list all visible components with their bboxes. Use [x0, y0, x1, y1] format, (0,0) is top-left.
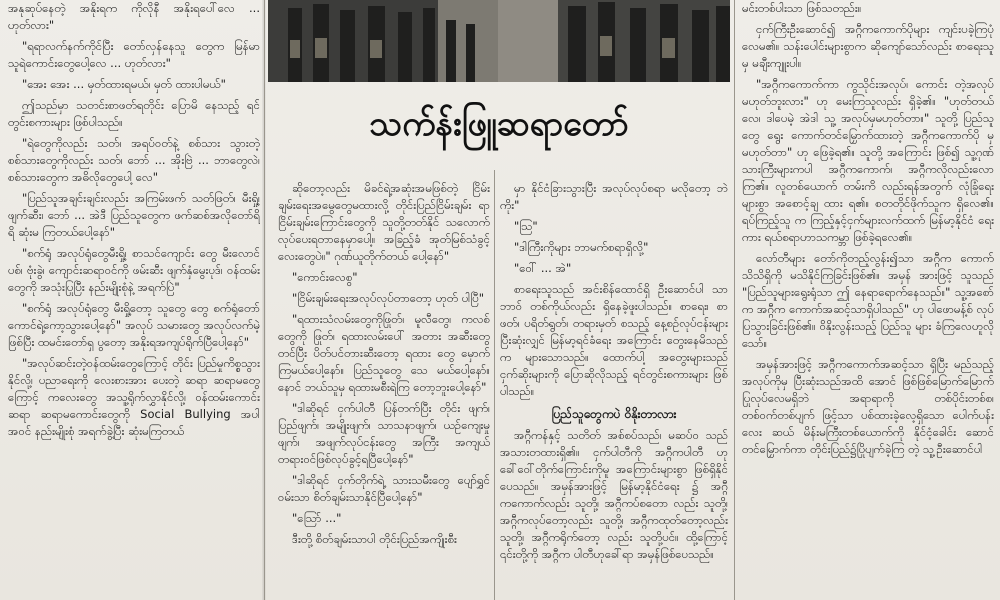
- column-rule: [494, 170, 495, 600]
- paragraph: "ပြည်သူအချင်းချင်းလည်း အကြမ်းဖက် သတ်ဖြတ်၊ မီးရှို့၊ ဖျက်ဆီး၊ ဘော် ... အဲဒီ ပြည်သူတွေက ဖက်ဆစ်အလိုတော်ရိရိ ဆုံးမ ကြတယ်ပေါ့နော်": [8, 191, 260, 239]
- paragraph: ငှက်ကြီးဦးဆောင်၍ အဂ္ဂီကကောက်ပိုများ ကျင်းပခဲ့ကြပုံလေမ၏။ သန်းပေါင်းများစွာက ဆိုကျော်သော်လည်း စာရေးသူမှ မချီးကျူးပါ။: [742, 22, 994, 70]
- article-column-1: [8, 0, 260, 600]
- paragraph: "ဩ": [514, 219, 538, 233]
- paragraph: "အေး အေး ... မှတ်ထားရမယ်၊ မှတ် ထားပါမယ်": [22, 77, 226, 91]
- paragraph: "ဒါဆိုရင် ငှက်တိုက်ရဲ့ သားသမီးတွေ ပျော်ရွှင်ဝမ်းသာ စိတ်ချမ်းသာနိုင်ပြီပေါ့နော်": [278, 473, 490, 504]
- article-column-3: [500, 180, 728, 567]
- article-headline: သက်န်းဖြူဆရာတော်: [369, 103, 629, 144]
- paragraph: "ကောင်းလေစွ": [292, 270, 358, 284]
- paragraph: ဤသည်မှာ သတင်းစာဖတ်ရတိုင်း ပြောမိ နေသည့် ရင်တွင်းစကားများ ဖြစ်ပါသည်။: [8, 98, 260, 129]
- paragraph: "ရရာလက်နက်ကိုင်ပြီး တော်လှန်နေသူ တွေက မြန်မာသူရဲကောင်းတွေပေါ့လေ ... ဟုတ်လား": [8, 39, 260, 70]
- paragraph: "ရထားသံလမ်းတွေကိုဖြုတ်၊ မူလီတွေ၊ ကလစ်တွေကို ဖြုတ်၊ ရထားလမ်းပေါ် အတား အဆီးတွေတင်ပြီး ပိတ်ပင်တားဆီးတော့ ရထား တွေ မှောက်ကြမယ်ပေါ့နော်။ ပြည်သူတွေ သေ မယ်ပေါ့နော်။ နောင် ဘယ်သူမှ ရထားမစီးရဲကြ တော့ဘူးပေါ့နော်": [278, 312, 490, 394]
- paragraph: "ငြိမ်းချမ်းရေးအလုပ်လုပ်တာတော့ ဟုတ် ပါပြီ": [292, 291, 485, 305]
- column-rule: [264, 0, 265, 600]
- paragraph: "ဒါကြီးကိုများ ဘာမက်စရာရှိလို့": [514, 240, 649, 254]
- column-rule: [734, 0, 735, 600]
- paragraph: အမှန်အားဖြင့် အဂ္ဂီကကောက်အဆင့်သာ ရှိပြီး မည်သည့်အလုပ်ကိုမှ ပြီးဆုံးသည်အထိ အောင် ဖြစ်ဖြစ်မြောက်မြောက် ပြုလုပ်လေမရှိဘဲ အရာရာကို တစ်ပိုင်းတစ်စ၊ တစ်ဝက်တစ်ပျက် ဖြင့်သာ ပစ်ထားခဲ့လေ့ရှိသော ပေါက်ပန်း လေး ဆယ် မိန်းမကြီးတစ်ယောက်ကို နိုင်ငံ့ခေါင်း ဆောင်တင်မြှောက်ကာ တိုင်းပြည်၌ပြိုပျက်ခဲ့ကြ တဲ့ သူ့ဦးဆောင်ပါ: [742, 357, 994, 456]
- soldiers-photo: [268, 0, 730, 82]
- article-column-4: [742, 0, 994, 600]
- paragraph: "ဒါဆိုရင် ငှက်ပါတီ ပြန်တက်ပြီး တိုင်း ဖျက်၊ ပြည်ဖျက်၊ အမျိုးဖျက်၊ သာသနာဖျက်၊ ယဉ်ကျေးမှုဖျက်၊ အဖျက်လုပ်ငန်းတွေ အကြီး အကျယ် တရားဝင်ဖြစ်လုပ်ခွင့်ရပြီပေါ့နော်": [278, 401, 490, 466]
- photo-image: [268, 0, 730, 82]
- paragraph: လော်တီများ တော်ကိုတည့်လွန်း၍သာ အဂ္ဂီက ကောက်သိသိရှိကို မသိနိုင်ကြခြင်းဖြစ်၏။ အမှန် အားဖြင့် သူသည် "ပြည်သူများရွေးရုံသာ ဤ နေရာရောက်နေသည်။" သူ့အစော်က အဂ္ဂီက ကောက်အဆင့်သာရှိပါသည်" ဟု ပါဖောမန့်စ် လုပ်ပြသွားခြင်းဖြစ်၏။ ဝိနိုးလွန်းသည့် ပြည်သူ များ ခံကြလေဟူလိုသော်။: [742, 251, 994, 350]
- paragraph: "အလုပ်ဆင်းတဲ့ဝန်ထမ်းတွေကြောင့် တိုင်း ပြည်မှုကိစ္စသွားနိုင်လို့၊ ပညာရေးကို လေးစားအား ပေးတဲ့ ဆရာ ဆရာမတွေကြောင့် ကလေးတွေ အသူ့ရိုက်လွှာနိုင်လို့၊ ဝန်ထမ်းကောင်း ဆရာ ဆရာမကောင်းတွေကို Social Bullying အပါ အဝင် နည်းမျိုးစုံ အရက်ခွဲ့ပြီး ဆုံးမကြတယ်: [8, 356, 260, 438]
- paragraph: မှာ နိုင်ငံခြားသွားပြီး အလုပ်လုပ်စရာ မလိုတော့ ဘဲကိုး": [500, 181, 728, 212]
- paragraph: ဒီးတို့ စိတ်ချမ်းသာပါ တိုင်းပြည်အကျိုးစီး: [292, 532, 457, 546]
- paragraph: "စက်ရုံ အလုပ်ရုံတွေ မီးရှို့တော့ သူတွေ တွေ စက်ရုံတော်ကောင်ရဲ့ကော့သွားပေါ့နော်" အလုပ် သမားတွေ အလုပ်လက်မဲ့ဖြစ်ပြီး ထမင်းတော်ရှ ပွတော့ အနိုးရအကျပ်ရိုက်ပြီပေါ့နော်": [8, 301, 260, 349]
- paragraph: "အဂ္ဂီကကောက်ကာ ကွသိုင်းအလုပ်၊ ကောင်း တဲ့အလုပ် မဟုတ်ဘူးလား" ဟု မေးကြသူလည်း ရှိခဲ့၏။ "ဟုတ်တယ်လေ၊ ဒါပေမဲ့ အဲဒါ သူ့ အလုပ်မှမဟုတ်တာ။" သူတို့ ပြည်သူတွေ ရွေး ကောက်တင်မြှောက်ထားတဲ့ အဂ္ဂီကကောက်ပို မှ မဟုတ်တာ" ဟု ဖြေခဲ့ရ၏။ သူတို့ အကြောင်း ဖြစ်၍ သူ့ဂုဏ်သားကြီးများကပါ အဂ္ဂီကကောက်၊ အဂ္ဂီကလိုလည်းလောကြ၏။ လူတစ်ယောက် တမ်းကိ လည်းရန်အတွက် လုံခြုံရေးများစွာ အစောင့်ချ ထား ရ၏။ စတတိုင်ဖိုက်သူက ရှိလေ၏။ ရပ်ကြည့်သူ က ကြည့်နှင့်ငှက်များလက်ထက် မြန်မာ့နိုင်ငံ ရေးကား ရယ်စရာဟာသကမ္ဘာ ဖြစ်ခဲ့ရလေ၏။: [742, 77, 994, 244]
- paragraph: "ရဲတွေကိုလည်း သတ်၊ အရပ်ဝတ်နဲ့ စစ်သား သွားတဲ့ စစ်သားတွေကိုလည်း သတ်၊ ဘော် ... အိုးဗြဲ ... ဘာတွေလဲ၊ စစ်သားတွေက အဓိလိုတွေပေါ့ လေ": [8, 136, 260, 184]
- section-subheading: ပြည်သူတွေကပဲ ဝိနိုးတာလား: [551, 407, 677, 421]
- paragraph: "ဩော် ...": [292, 511, 342, 525]
- paragraph: မင်းတစ်ပါးသာ ဖြစ်သတည်း။: [742, 1, 862, 15]
- paragraph: စာရေးသူသည် အင်းစိန်ထောင်ရှိ ဦးဆောင်ပါ သာဘာဝ် တစ်ကိုယ်လည်း ရှိနေခဲ့ဖူးပါသည်။ စာရေး၊ စာဖတ်၊ ပရိတ်ရွတ်၊ တရားမှတ် စသည့် နေ့စဉ်လုပ်ငန်းများပြီးဆုံးလျှင် မြန်မာ့ရင်ခံရေး အကြောင်း တွေးနေမိသည်က များသောသည်။ ထောက်ပါ့ အတွေးများသည် ငှက်ဆိုးများကို ပြောဆိုလိုသည့် ရင်တွင်းစကားများ ဖြစ်ပါသည်။: [500, 282, 728, 398]
- paragraph: ဆိုတော့လည်း မိခင်ရဲ့အဆုံးအမဖြစ်တဲ့ ငြိမ်း ချမ်းရေးအမွေတွေမထားလို့ တိုင်းပြည်ငြိမ်းချမ်း ရာ ငြိမ်းချမ်းကြောင်းတွေကို သူတို့တတ်နိုင် သလောက် လုပ်ပေးရတာနေမှာပေါ့။ အခြည့်ခံ အုတ်မြစ်သံခွင့်လေးတွေပဲ။" ဂုဏ်ယူတိုက်တယ် ပေါ့နော်": [278, 181, 490, 263]
- paragraph: "ဝေါ် ... အဲ": [514, 261, 572, 275]
- article-column-2: [278, 180, 490, 552]
- paragraph: အနုဆုပ်နေတဲ့ အနိုးရက ကိုလိုနီ အနိုးရပေါ်လေ ... ဟုတ်လား": [8, 1, 260, 32]
- paragraph: အဂ္ဂီကန်နှင့် သတိတ် အစ်စပ်သည်၊ မဆပ်ဝ သည် အသားတထားရှိ၏။ ငှက်ပါတီကို အဂ္ဂီကပါတီ ဟု ခေါ်ဝေါ်တိုက်ကြောင်းကိုမူ အကြောင်းများစွာ ဖြစ်ရှိနိုင်ပေသည်။ အမှန်အားဖြင့် မြန်မာ့နိုင်ငံရေး ၌ အဂ္ဂီကကောက်လည်း သူတို့၊ အဂ္ဂီကပ်စတော လည်း သူတို့၊ အဂ္ဂီကလုပ်တော့လည်း သူတို့၊ အဂ္ဂီကထုတ်တော့လည်း သူတို့၊ အဂ္ဂီကရိုက်တော့ လည်း သူတို့ပင်။ ထို့ကြောင့် ၎င်းတို့ကို အဂ္ဂီက ပါတီဟုခေါ်ရာ အမှန်ဖြစ်ပေသည်။: [500, 428, 728, 561]
- paragraph: "စက်ရုံ အလုပ်ရုံတွေမီးရှို့၊ စာသင်ကျောင်း တွေ မီးလောင်ပစ်၊ ဗုံးခွဲ၊ ကျောင်းဆရာဝင်ကို ဖမ်းဆီး ဖျက်နှံမွေးပုဒ်၊ ဝန်ထမ်းတွေကို အသုံးပြုပြီး နည်းမျိုးစုံနဲ့ အရက်ပြဲ": [8, 246, 260, 294]
